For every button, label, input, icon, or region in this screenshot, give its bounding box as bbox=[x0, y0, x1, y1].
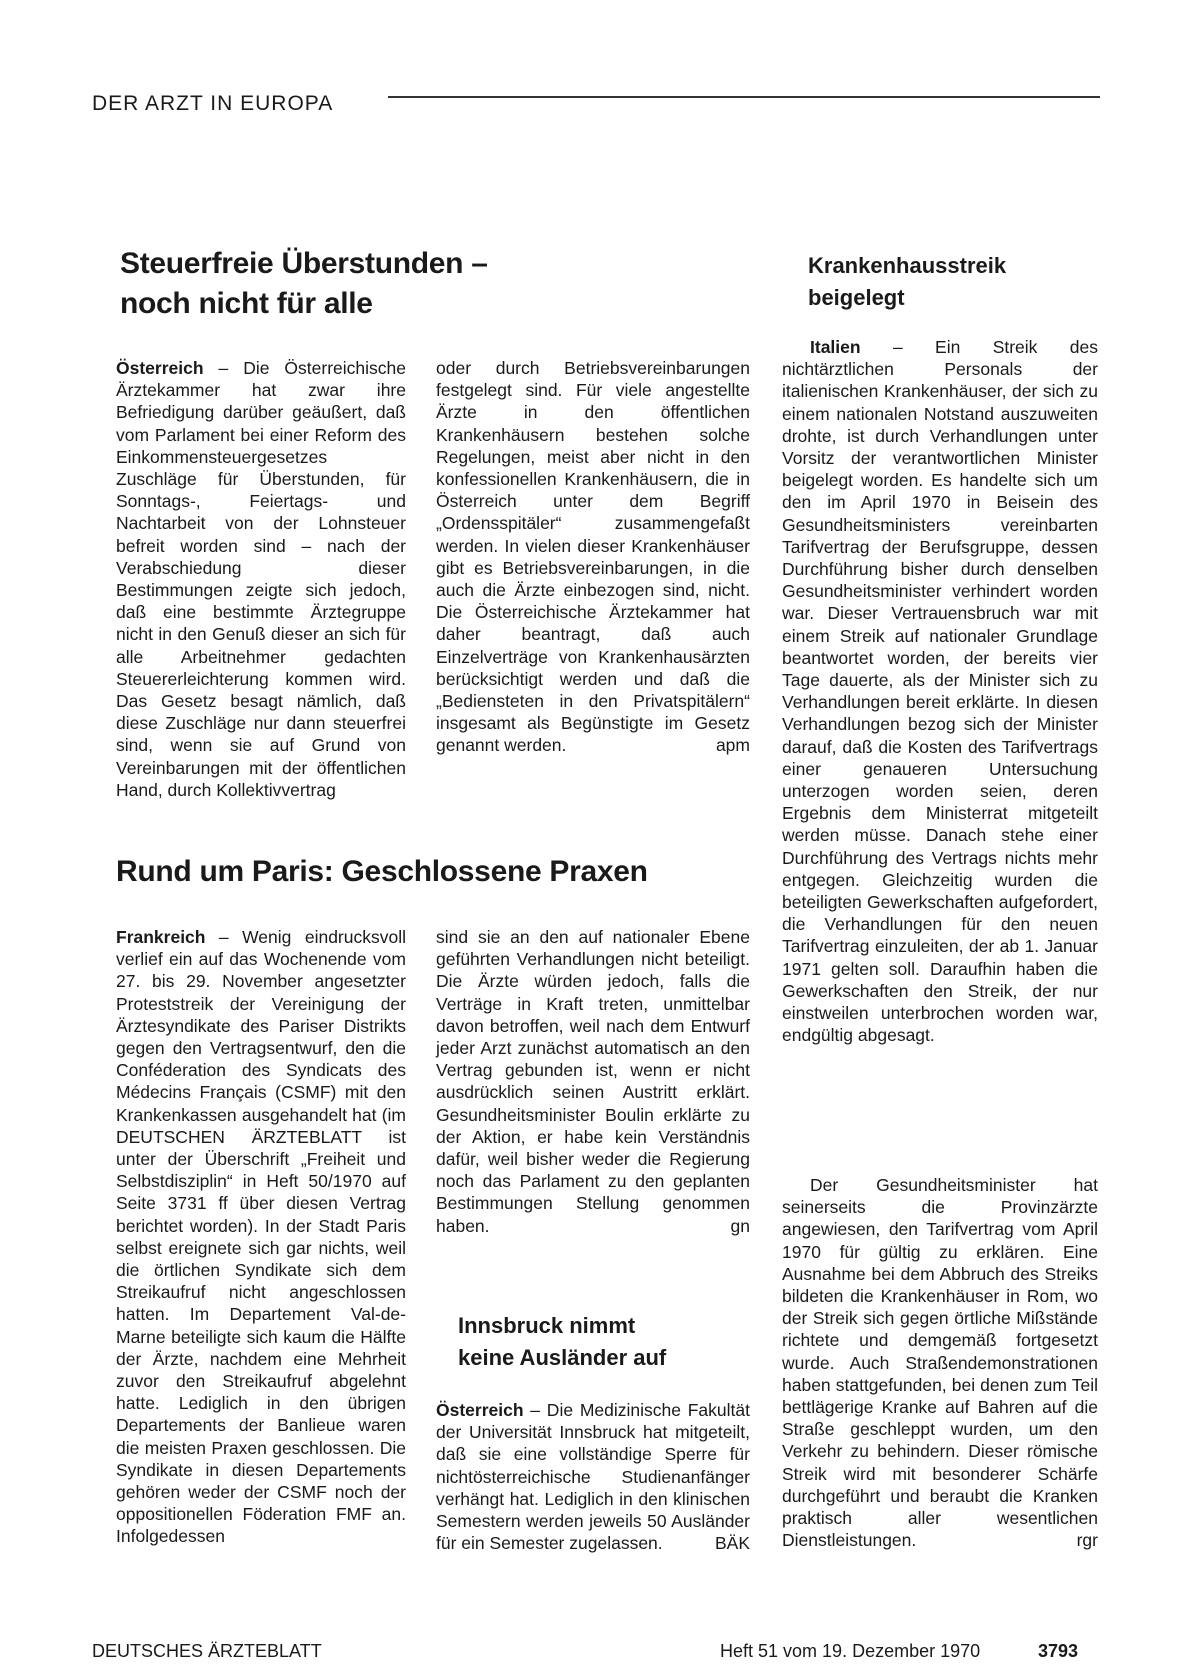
article3-body bbox=[436, 1399, 750, 1554]
article1-col1 bbox=[116, 357, 406, 801]
article2-col1 bbox=[116, 926, 406, 1548]
article4-para2-text: Der Gesundheitsminister hat seinerseits die Provinzärzte angewiesen, den Tarifvertrag vom April 1970 für gültig zu erklären. Eine Ausnahme bei dem Abbruch des Streiks bildeten die Krankenhäuser in Rom, wo der Streik sich gegen örtliche Mißstände richtete und demgemäß fortgesetzt wurde. Auch Straßendemonstrationen haben stattgefunden, bei denen zum Teil bettlägerige Kranke auf Bahren auf die Straße geschleppt wurden, um den Verkehr zu behindern. Dieser römische Streik wird mit besonderer Schärfe durchgeführt und beraubt die Kranken praktisch aller wesentlichen Dienstleistungen. bbox=[782, 1175, 1098, 1551]
article1-col2-text: oder durch Betriebsvereinbarungen festgelegt sind. Für viele angestellte Ärzte in den öffentlichen Krankenhäusern bestehen solche Regelungen, meist aber nicht in den konfessionellen Krankenhäusern, die in Österreich unter dem Begriff „Ordensspitäler“ zusammengefaßt werden. In vielen dieser Krankenhäuser gibt es Betriebsvereinbarungen, in die auch die Ärzte einbezogen sind, nicht. Die Österreichische Ärztekammer hat daher beantragt, daß auch Einzelverträge von Krankenhausärzten berücksichtigt werden und daß die „Bediensteten in den Privatspitälern“ insgesamt als Begünstigte im Gesetz genannt werden. bbox=[436, 358, 750, 756]
article3-title-line1: Innsbruck nimmt bbox=[458, 1313, 636, 1338]
article2-title: Rund um Paris: Geschlossene Praxen bbox=[116, 855, 648, 888]
article4-title bbox=[808, 250, 1098, 314]
article3-title-line2: keine Ausländer auf bbox=[458, 1345, 667, 1370]
article4-signature: rgr bbox=[1076, 1530, 1098, 1551]
article2-col1-text: – Wenig eindrucksvoll verlief ein auf das Wochenende vom 27. bis 29. November angesetzter Proteststreik der Vereinigung der Ärztesyndikate des Pariser Distrikts gegen den Vertragsentwurf, den die Conféderation des Syndicats des Médecins Français (CSMF) mit den Krankenkassen ausgehandelt hat (im DEUTSCHEN ÄRZTEBLATT ist unter der Überschrift „Freiheit und Selbstdisziplin“ in Heft 50/1970 auf Seite 3731 ff über diesen Vertrag berichtet worden). In der Stadt Paris selbst ereignete sich gar nichts, weil die örtlichen Syndikate sich dem Streikaufruf nicht angeschlossen hatten. Im Departement Val-de-Marne beteiligte sich kaum die Hälfte der Ärzte, nachdem eine Mehrheit zuvor den Streikaufruf abgelehnt hatte. Lediglich in den übrigen Departements der Banlieue waren die meisten Praxen geschlossen. Die Syndikate in diesen Departements gehören weder der CSMF noch der oppositionellen Föderation FMF an. Infolgedessen bbox=[116, 927, 406, 1547]
article4-title-line1: Krankenhausstreik bbox=[808, 253, 1007, 278]
header-rule bbox=[388, 96, 1100, 98]
article2-lead: Frankreich bbox=[116, 927, 206, 947]
article1-title bbox=[120, 244, 580, 324]
article3-title bbox=[458, 1310, 748, 1374]
article1-col2 bbox=[436, 357, 750, 757]
article2-col2 bbox=[436, 926, 750, 1237]
article1-col1-text: – Die Österreichische Ärztekammer hat zwar ihre Befriedigung darüber geäußert, daß vom Parlament bei einer Reform des Einkommensteuergesetzes Zuschläge für Überstunden, für Sonntags-, Feiertags- und Nachtarbeit von der Lohnsteuer befreit worden sind – nach der Verabschiedung dieser Bestimmungen zeigte sich jedoch, daß eine bestimmte Ärztegruppe nicht in den Genuß dieser an sich für alle Arbeitnehmer gedachten Steuererleichterung kommen wird. Das Gesetz besagt nämlich, daß diese Zuschläge nur dann steuerfrei sind, wenn sie auf Grund von Vereinbarungen mit der öffentlichen Hand, durch Kollektivvertrag bbox=[116, 358, 406, 800]
section-header: DER ARZT IN EUROPA bbox=[92, 92, 334, 115]
article2-col2-text: sind sie an den auf nationaler Ebene geführten Verhandlungen nicht beteiligt. Die Ärzte würden jedoch, falls die Verträge in Kraft treten, unmittelbar davon betroffen, weil nach dem Entwurf jeder Arzt zunächst automatisch an den Vertrag gebunden ist, wenn er nicht ausdrücklich seinen Austritt erklärt. Gesundheitsminister Boulin erklärte zu der Aktion, er habe kein Verständnis dafür, weil bisher weder die Regierung noch das Parlament zu den geplanten Bestimmungen Stellung genommen haben. bbox=[436, 927, 750, 1236]
article4-para1-text: – Ein Streik des nichtärztlichen Personals der italienischen Krankenhäuser, der sich zu einem nationalen Notstand auszuweiten drohte, ist durch Verhandlungen unter Vorsitz der verantwortlichen Minister beigelegt worden. Es handelte sich um den im April 1970 in Beisein des Gesundheitsministers vereinbarten Tarifvertrag der Berufsgruppe, dessen Durchführung bisher durch denselben Gesundheitsminister verhindert worden war. Dieser Vertrauensbruch war mit einem Streik auf nationaler Grundlage beantwortet worden, der bereits vier Tage dauerte, als der Minister sich zu Verhandlungen bereit erklärte. In diesen Verhandlungen bezog sich der Minister darauf, daß die Kosten des Tarifvertrags einer genaueren Untersuchung unterzogen worden seien, deren Ergebnis dem Ministerrat mitgeteilt werden müsse. Danach stehe einer Durchführung des Vertrags nichts mehr entgegen. Gleichzeitig wurden die beteiligten Gewerkschaften aufgefordert, die Verhandlungen für den neuen Tarifvertrag einzuleiten, der ab 1. Januar 1971 gelten soll. Daraufhin haben die Gewerkschaften den Streik, der nur einstweilen unterbrochen worden war, endgültig abgesagt. bbox=[782, 337, 1098, 1046]
article3-lead: Österreich bbox=[436, 1400, 524, 1420]
footer-publication: DEUTSCHES ÄRZTEBLATT bbox=[92, 1641, 322, 1661]
footer-issue: Heft 51 vom 19. Dezember 1970 bbox=[720, 1641, 981, 1661]
article3-text: – Die Medizinische Fakultät der Universität Innsbruck hat mitgeteilt, daß sie eine vollständige Sperre für nichtösterreichische Studienanfänger verhängt hat. Lediglich in den klinischen Semestern werden jeweils 50 Ausländer für ein Semester zugelassen. bbox=[436, 1400, 750, 1554]
article4-para1 bbox=[782, 336, 1098, 1047]
article1-signature: apm bbox=[715, 735, 750, 756]
article4-lead: Italien bbox=[810, 337, 861, 357]
article4-para2 bbox=[782, 1174, 1098, 1551]
article2-signature: gn bbox=[730, 1215, 750, 1236]
article1-title-line1: Steuerfreie Überstunden – bbox=[120, 247, 488, 280]
article1-lead: Österreich bbox=[116, 358, 204, 378]
article3-signature: BÄK bbox=[714, 1533, 750, 1554]
article4-title-line2: beigelegt bbox=[808, 285, 905, 310]
footer-page-number: 3793 bbox=[1038, 1641, 1079, 1661]
article1-title-line2: noch nicht für alle bbox=[120, 287, 373, 320]
